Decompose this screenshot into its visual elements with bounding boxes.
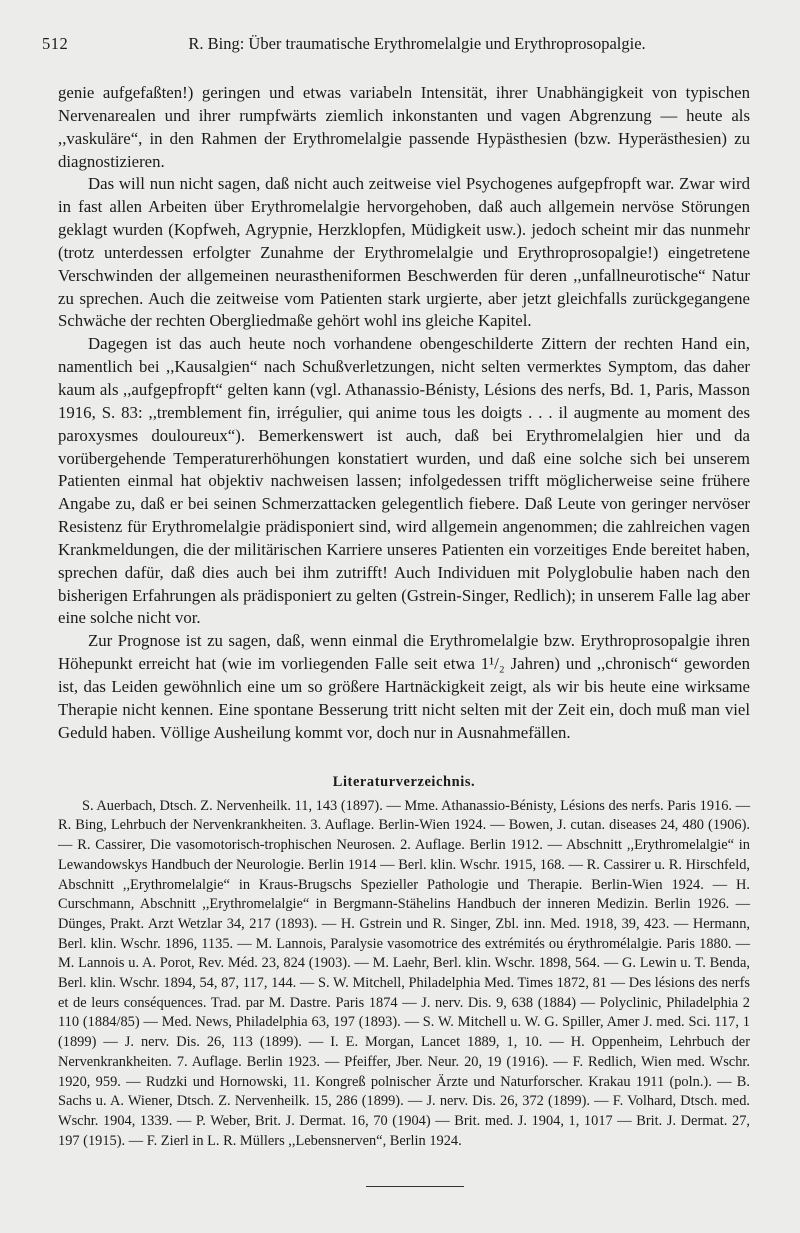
paragraph-prognose: Zur Prognose ist zu sagen, daß, wenn einmal die Erythromelalgie bzw. Erythroprosopalgie ihren Höhepunkt erreicht hat (wie im vorliegenden Falle seit etwa 1¹/₂ Jahren) und ,,chronisch“ geworden ist, das Leiden gewöhnlich eine um so größere Hartnäckigkeit zeigt, als wir bis heute eine wirksame Therapie nicht kennen. Eine spontane Besserung tritt nicht selten mit der Zeit ein, doch muß man viel Geduld haben. Völlige Ausheilung kommt vor, doch nur in Ausnahmefällen. (58, 631, 750, 742)
end-rule (366, 1186, 464, 1187)
literature-list: S. Auerbach, Dtsch. Z. Nervenheilk. 11, 143 (1897). — Mme. Athanassio-Bénisty, Lésions des nerfs. Paris 1916. — R. Bing, Lehrbuch der Nervenkrankheiten. 3. Auflage. Berlin-Wien 1924. — Bowen, J. cutan. diseases 24, 480 (1906). — R. Cassirer, Die vasomotorisch-trophischen Neurosen. 2. Auflage. Berlin 1912. — Abschnitt ,,Erythromelalgie“ in Lewandowskys Handbuch der Neurologie. Berlin 1914 — Berl. klin. Wschr. 1915, 168. — R. Cassirer u. R. Hirschfeld, Abschnitt ,,Erythromelalgie“ in Kraus-Brugschs Spezieller Pathologie und Therapie. Berlin-Wien 1924. — H. Curschmann, Abschnitt ,,Erythromelalgie“ in Bergmann-Stähelins Handbuch der inneren Medizin. Berlin 1926. — Dünges, Prakt. Arzt Wetzlar 34, 217 (1893). — H. Gstrein und R. Singer, Zbl. inn. Med. 1918, 39, 423. — Hermann, Berl. klin. Wschr. 1896, 1135. — M. Lannois, Paralysie vasomotrice des extrémités ou érythromélalgie. Paris 1880. — M. Lannois u. A. Porot, Rev. Méd. 23, 824 (1903). — M. Laehr, Berl. klin. Wschr. 1898, 564. — G. Lewin u. T. Benda, Berl. klin. Wschr. 1894, 54, 87, 117, 144. — S. W. Mitchell, Philadelphia Med. Times 1872, 81 — Des lésions des nerfs et de leurs conséquences. Trad. par M. Dastre. Paris 1874 — J. nerv. Dis. 9, 638 (1884) — Polyclinic, Philadelphia 2 110 (1884/85) — Med. News, Philadelphia 63, 197 (1893). — S. W. Mitchell u. W. G. Spiller, Amer J. med. Sci. 117, 1 (1899) — J. nerv. Dis. 26, 113 (1899). — I. E. Morgan, Lancet 1889, 1, 10. — H. Oppenheim, Lehrbuch der Nervenkrankheiten. 7. Auflage. Berlin 1923. — Pfeiffer, Jber. Neur. 20, 19 (1916). — F. Redlich, Wien med. Wschr. 1920, 959. — Rudzki und Hornowski, 11. Kongreß polnischer Ärzte und Naturforscher. Krakau 1911 (poln.). — B. Sachs u. A. Wiener, Dtsch. Z. Nervenheilk. 15, 286 (1899). — J. nerv. Dis. 26, 372 (1899). — F. Volhard, Dtsch. med. Wschr. 1904, 1339. — P. Weber, Brit. J. Dermat. 16, 70 (1904) — Brit. med. J. 1904, 1, 1017 — Brit. J. Dermat. 27, 197 (1915). — F. Zierl in L. R. Müllers ,,Lebensnerven“, Berlin 1924. (58, 797, 750, 1149)
paragraph-continued: genie aufgefaßten!) geringen und etwas variabeln Intensität, ihrer Unabhängigkeit von typischen Nervenarealen und ihrer rumpfwärts ziemlich inkonstanten und vagen Abgrenzung — heute als ,,vaskuläre“, in den Rahmen der Erythromelalgie passende Hypästhesien (bzw. Hyperästhesien) zu diagnostizieren. (58, 83, 750, 171)
literature-heading: Literaturverzeichnis. (332, 774, 476, 790)
literature-section (58, 773, 750, 1151)
paragraph-psychogenes: Das will nun nicht sagen, daß nicht auch zeitweise viel Psychogenes aufgepfropft war. Zwar wird in fast allen Arbeiten über Erythromelalgie hervorgehoben, daß auch allgemein nervöse Störungen geklagt wurden (Kopfweh, Agrypnie, Herzklopfen, Müdigkeit usw.). jedoch scheint mir das nunmehr (trotz unterdessen erfolgter Zunahme der Erythromelalgie und Erythroprosopalgie!) eingetretene Verschwinden der allgemeinen neurastheniformen Beschwerden für deren ,,unfallneurotische“ Natur zu sprechen. Auch die zeitweise vom Patienten stark urgierte, aber jetzt gleichfalls zurückgegangene Schwäche der rechten Obergliedmaße gehört wohl ins gleiche Kapitel. (58, 174, 750, 331)
paragraph-zittern: Dagegen ist das auch heute noch vorhandene obengeschilderte Zittern der rechten Hand ein, namentlich bei ,,Kausalgien“ nach Schußverletzungen, nicht selten vermerktes Symptom, das daher kaum als ,,aufgepfropft“ gelten kann (vgl. Athanassio-Bénisty, Lésions des nerfs, Bd. 1, Paris, Masson 1916, S. 83: ,,tremblement fin, irrégulier, qui anime tous les doigts . . . il augmente au moment des paroxysmes douloureux“). Bemerkenswert ist auch, daß bei Erythromelalgien hier und da vorübergehende Temperaturerhöhungen konstatiert wurden, und daß eine solche sich bei unserem Patienten einmal hat objektiv nachweisen lassen; infolgedessen trifft möglicherweise seine frühere Angabe zu, daß er bei seinen Schmerzattacken gelegentlich fiebere. Daß Leute von geringer nervöser Resistenz für Erythromelalgie prädisponiert sind, wird allgemein angenommen; die zahlreichen vagen Krankmeldungen, die der militärischen Karriere unseres Patienten ein vorzeitiges Ende bereitet haben, sprechen dafür, daß dies auch bei ihm zutrifft! Auch Individuen mit Polyglobulie haben nach den bisherigen Erfahrungen als prädisponiert zu gelten (Gstrein-Singer, Redlich); in unserem Falle lag aber eine solche nicht vor. (58, 334, 750, 628)
running-title: R. Bing: Über traumatische Erythromelalgie und Erythroprosopalgie. (188, 34, 646, 53)
page-number: 512 (42, 34, 69, 53)
running-header (42, 34, 762, 54)
body-text (58, 82, 750, 744)
